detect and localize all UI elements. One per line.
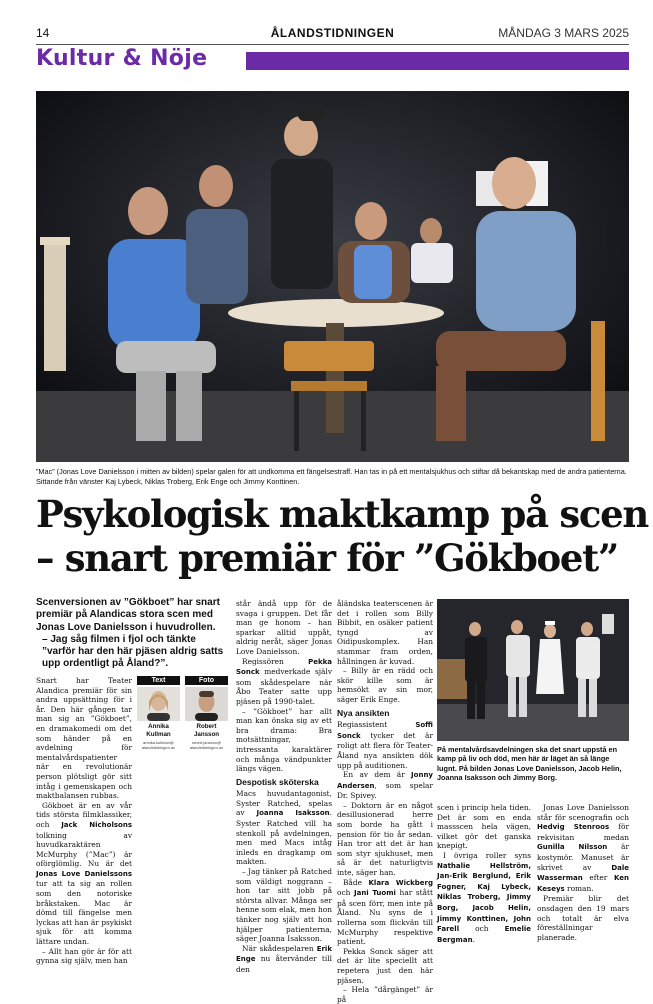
stage-scene-illustration	[36, 91, 629, 462]
col4-p2: I övriga roller syns Nathalie Hellström, Jan-Erik Berglund, Erik Fogner, Kaj Lybeck, Niklas Troberg, Jimmy Borg, Jacob Helin, Jimmy Konttinen, John Farell och Emelie Bergman.	[437, 850, 531, 944]
lead-paragraph	[36, 597, 228, 671]
body-column-3	[337, 599, 433, 1004]
byline-box	[137, 676, 228, 764]
col2-p6: När skådespelaren Erik Enge nu återvänder till den	[236, 943, 332, 974]
page-header	[36, 26, 629, 42]
rehearsal-illustration	[437, 599, 629, 741]
col3-p5: – Doktorn är en något desillusionerad herre som borde ha gått i pension för tio år sedan. Han tror att det är han som styr sjukhuset, men så är det naturligtvis inte, säger han.	[337, 800, 433, 878]
writer-avatar	[137, 687, 180, 721]
headline	[36, 492, 648, 580]
headline-line-1: Psykologisk maktkamp på scen	[36, 492, 648, 536]
body-column-2	[236, 599, 332, 975]
section-bar	[246, 52, 629, 70]
col2-p1: står ändå upp för de svaga i gruppen. Det får man ge honom – han sparkar alltid uppåt, aldrig neråt, säger Jonas Love Danielsson.	[236, 599, 332, 656]
col3-p1: åländska teaterscenen är det i rollen som Billy Bibbit, en osäker patient tyngd av Oidipuskomplex. Han stammar fram orden, hållningen är kuvad.	[337, 599, 433, 666]
page-number: 14	[36, 26, 50, 40]
main-photo	[36, 91, 629, 462]
secondary-photo	[437, 599, 629, 741]
col3-p4: En av dem är Jonny Andersen, som spelar Dr. Spivey.	[337, 770, 433, 801]
text-label: Text	[137, 676, 180, 685]
col4-p1: scen i princip hela tiden. Det är som en enda massscen hela vägen, vilket gör det ganska knepigt.	[437, 803, 531, 851]
header-divider	[36, 44, 629, 45]
col3-p7: Pekka Sonck säger att det är lite speciellt att repetera just den här pjäsen.	[337, 946, 433, 985]
col5-p2: Premiär blir det onsdagen den 19 mars och totalt är elva föreställningar planerade.	[537, 894, 629, 942]
photographer-name: Robert Jansson	[193, 723, 220, 738]
col2-subheading: Despotisk sköterska	[236, 776, 319, 787]
col3-p6: Både Klara Wickberg och Jani Tuomi har stått på scen förr, men inte på Åland. Nu syns de i rollerna som flickvän till McMurphy respektive patient.	[337, 877, 434, 947]
photo-label: Foto	[185, 676, 228, 685]
col3-subheading: Nya ansikten	[337, 707, 390, 718]
col2-p4: Macs huvudantagonist, Syster Ratched, spelas av Joanna Isaksson. Syster Ratched vill ha stenkoll på avdelningen, men med Macs intåg inleds en dragkamp om makten.	[236, 789, 332, 867]
col2-p2: Regissören Pekka Sonck medverkade själv som skådespelare när Åbo Teater satte upp pjäsen på 1990-talet.	[236, 656, 332, 706]
col2-p3: – ”Gökboet” har allt man kan önska sig av ett bra drama: Bra motsättningar, intressanta karaktärer och många vändpunkter längs vägen.	[236, 706, 332, 774]
secondary-photo-caption: På mentalvårdsavdelningen ska det snart uppstå en kamp på liv och död, men här är läget än så länge lugnt. På bilden Jonas Love Danielsson, Jacob Helin, Joanna Isaksson och Jimmy Borg.	[437, 745, 622, 782]
col3-p3: Regiassistent Soffi Sonck tycker det är roligt att flera för Teater-Åland nya ansikten dök upp på auditionen.	[337, 720, 433, 770]
col2-p5: – Jag tänker på Ratched som väldigt noggrann – hon tar sitt jobb på största allvar. Många ser henne som elak, men hon tänker nog själv att hon hjälper patienterna, säger Joanna Isaksson.	[236, 867, 332, 944]
newspaper-name: ÅLANDSTIDNINGEN	[270, 26, 395, 40]
col1-p1: Snart har Teater Alandica premiär för sin andra uppsättning för i år. Den här gången tar man sig an ”Gökboet”, en dramakomedi om det som händer på en avdelning för mentalvårdspatienter när en revolutionär person plötsligt gör sitt intåg i gemenskapen och maktbalansen rubbas.	[36, 676, 132, 801]
col1-p3: – Allt han gör är för att gynna sig själv, men han	[36, 946, 132, 966]
body-column-1	[36, 676, 132, 966]
col5-p1: Jonas Love Danielsson står för scenografin och Hedvig Stenroos för rekvisitan medan Gunilla Nilsson är kostymör. Manuset är skrivet av Dale Wasserman efter Ken Keseys roman.	[537, 803, 629, 893]
lead-text-2: – Jag såg filmen i fjol och tänkte ”varför har den här pjäsen aldrig satts upp ordentligt på Åland?”.	[42, 633, 224, 670]
col3-p2: – Billy är en rädd och skör kille som är hemsökt av sin mor, säger Erik Enge.	[337, 666, 433, 704]
issue-date: MÅNDAG 3 MARS 2025	[498, 26, 629, 40]
body-column-5	[537, 803, 629, 942]
lead-text-1: Scenversionen av ”Gökboet” har snart premiär på Alandicas stora scen med Jonas Love Danielsson i huvudrollen.	[36, 597, 220, 633]
section-banner	[36, 46, 629, 73]
photographer-email[interactable]: robert.jansson@ alandstidningen.ax	[189, 740, 224, 750]
col3-p8: – Hela ”dårgänget” är på	[337, 985, 433, 1004]
writer-email[interactable]: annika.kullman@ alandstidningen.ax	[141, 740, 176, 750]
photographer-avatar	[185, 687, 228, 721]
body-column-4	[437, 803, 531, 945]
section-name: Kultur & Nöje	[36, 46, 208, 71]
writer-name: Annika Kullman	[146, 723, 171, 738]
main-photo-caption: ”Mac” (Jonas Love Danielsson i mitten av bilden) spelar galen för att undkomma ett fängelsestraff. Han tas in på ett mentalsjukhus och stiftar då bekantskap med de andra patienterna. Sittande från vänster Kaj Lybeck, Niklas Troberg, Erik Enge och Jimmy Konttinen.	[36, 467, 627, 486]
headline-line-2: – snart premiär för ”Gökboet”	[36, 536, 618, 580]
col1-p2: Gökboet är en av vår tids största filmklassiker, och Jack Nicholsons tolkning av huvudkaraktären McMurphy (”Mac”) är oförglömlig. Nu är det Jonas Love Danielssons tur att ta sig an rollen som den notoriske bråkstaken. Mac är dömd till fängelse men lyckas att han är psykiskt sjuk för att komma lättare undan.	[36, 800, 132, 947]
